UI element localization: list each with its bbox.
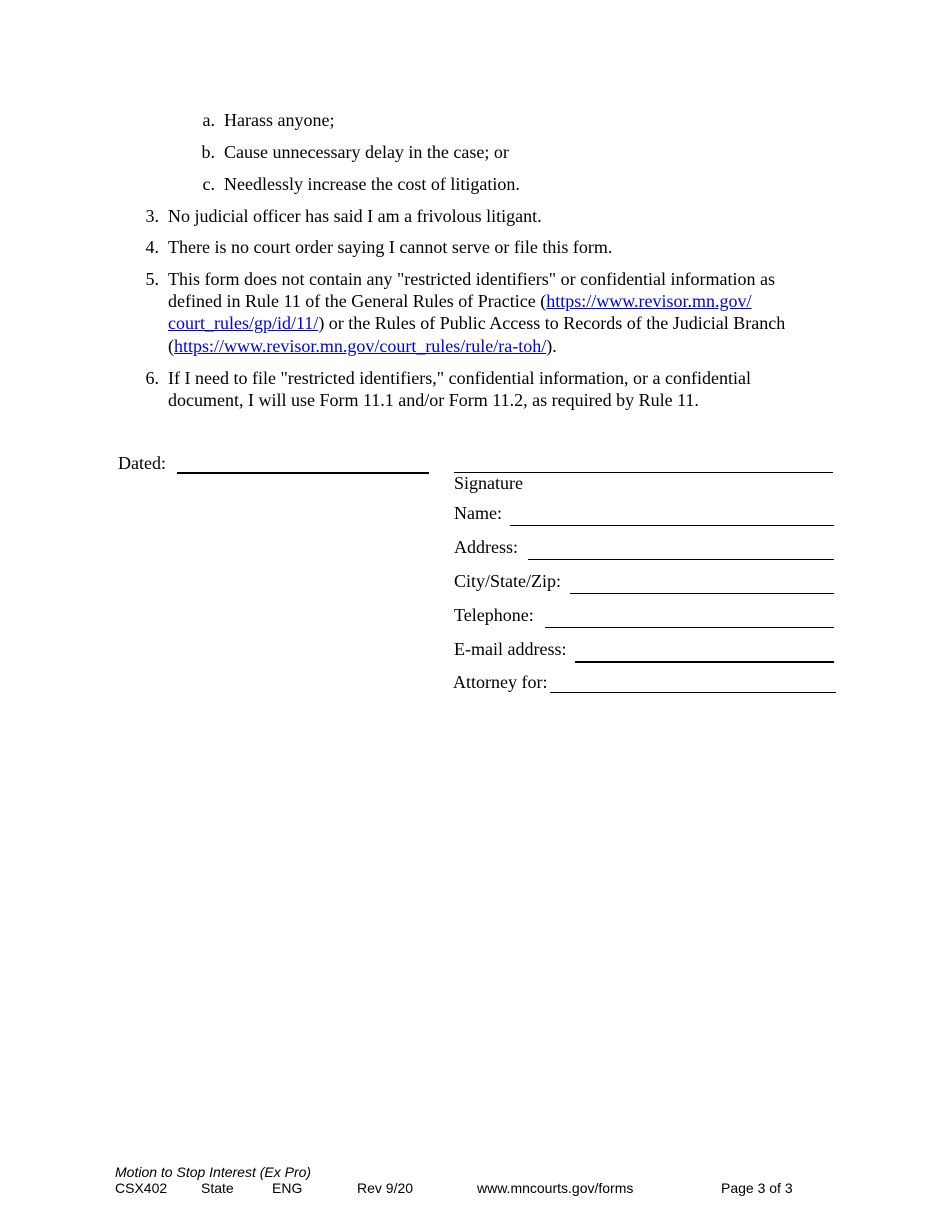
attorney-for-label: Attorney for: xyxy=(453,672,548,692)
email-label: E-mail address: xyxy=(454,639,567,659)
address-label: Address: xyxy=(454,537,518,557)
item-5-text: ( xyxy=(168,336,174,356)
public-access-rules-link[interactable]: https://www.revisor.mn.gov/court_rules/rule/ra-toh/ xyxy=(174,336,547,356)
item-5-line-1: This form does not contain any "restricted identifiers" or confidential information as xyxy=(168,269,776,289)
city-state-zip-field-line[interactable] xyxy=(570,593,834,594)
item-5-line-2 xyxy=(168,290,752,312)
sub-item-marker: b. xyxy=(201,142,215,162)
general-rules-link[interactable]: https://www.revisor.mn.gov/ xyxy=(546,291,752,311)
item-marker: 6. xyxy=(145,368,159,388)
item-5-text: defined in Rule 11 of the General Rules of Practice ( xyxy=(168,291,547,311)
footer-page-number: Page 3 of 3 xyxy=(721,1180,793,1196)
item-marker: 4. xyxy=(145,237,159,257)
item-text: No judicial officer has said I am a frivolous litigant. xyxy=(168,206,542,226)
item-marker: 5. xyxy=(145,269,159,289)
telephone-label: Telephone: xyxy=(454,605,534,625)
footer-language: ENG xyxy=(272,1180,303,1196)
name-label: Name: xyxy=(454,503,502,523)
item-marker: 3. xyxy=(145,206,159,226)
address-field-line[interactable] xyxy=(528,559,834,560)
footer-jurisdiction: State xyxy=(201,1180,234,1196)
name-field-line[interactable] xyxy=(510,525,834,526)
footer-form-title: Motion to Stop Interest (Ex Pro) xyxy=(115,1164,312,1180)
dated-field-line[interactable] xyxy=(177,472,429,474)
item-5-text: ) or the Rules of Public Access to Records of the Judicial Branch xyxy=(318,313,786,333)
footer-revision: Rev 9/20 xyxy=(357,1180,414,1196)
item-text: There is no court order saying I cannot serve or file this form. xyxy=(168,237,613,257)
footer-website: www.mncourts.gov/forms xyxy=(477,1180,634,1196)
item-6-line-2: document, I will use Form 11.1 and/or Form 11.2, as required by Rule 11. xyxy=(168,390,699,410)
item-5-text: ). xyxy=(546,336,557,356)
email-field-line[interactable] xyxy=(575,661,834,663)
signature-label: Signature xyxy=(454,473,523,493)
sub-item-marker: c. xyxy=(202,174,215,194)
footer-form-code: CSX402 xyxy=(115,1180,168,1196)
sub-item-text: Needlessly increase the cost of litigation. xyxy=(224,174,520,194)
sub-item-text: Harass anyone; xyxy=(224,110,335,130)
item-6-line-1: If I need to file "restricted identifiers," confidential information, or a confidential xyxy=(168,368,751,388)
item-5-line-4 xyxy=(168,335,557,357)
item-5-line-3 xyxy=(168,312,785,334)
sub-item-marker: a. xyxy=(202,110,215,130)
sub-item-text: Cause unnecessary delay in the case; or xyxy=(224,142,509,162)
attorney-for-field-line[interactable] xyxy=(550,692,836,693)
city-state-zip-label: City/State/Zip: xyxy=(454,571,561,591)
dated-label: Dated: xyxy=(118,453,166,473)
telephone-field-line[interactable] xyxy=(545,627,834,628)
general-rules-link-continued[interactable]: court_rules/gp/id/11/ xyxy=(168,313,319,333)
